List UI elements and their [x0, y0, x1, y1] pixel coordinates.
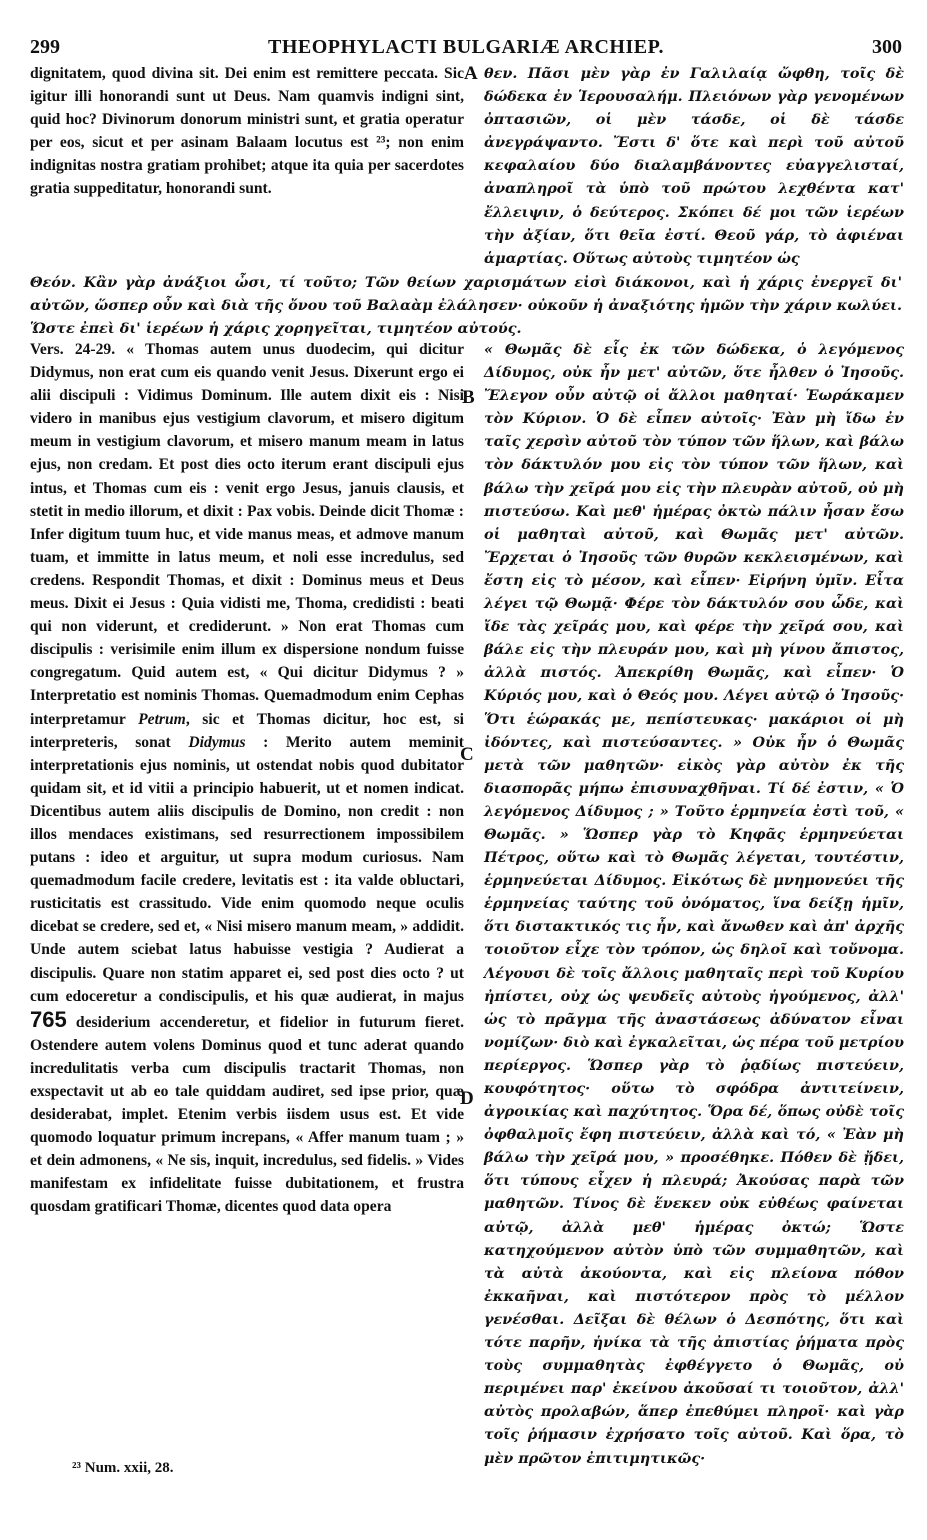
footnote: ²³ Num. xxii, 28. [72, 1460, 174, 1476]
latin-paragraph-bottom [30, 338, 464, 1219]
latin-emph-didymus: Didymus [188, 733, 246, 751]
latin-column-top [30, 62, 464, 201]
greek-column-top [484, 62, 904, 270]
greek-column-bottom [484, 338, 904, 1470]
margin-marker-c: C [460, 744, 474, 765]
latin-column-bottom [30, 338, 464, 1219]
greek-text-1: « Θωμᾶς δὲ εἷς ἐκ τῶν δώδεκα, ὁ λεγόμενος Δίδυμος, οὐκ ἦν μετ' αὐτῶν, ὅτε ἦλθεν ὁ Ἰησοῦς. Ἔλεγον οὖν αὐτῷ οἱ ἄλλοι μαθηταί· Ἑωράκαμεν τὸν Κύριον. Ὁ δὲ εἶπεν αὐτοῖς· Ἐὰν μὴ ἴδω ἐν ταῖς χερσὶν αὐτοῦ τὸν τύπον τῶν ἥλων, καὶ βάλω τὸν δάκτυλόν μου εἰς τὸν τύπον τῶν ἥλων, καὶ βάλω τὴν χεῖρά μου εἰς τὴν πλευρὰν αὐτοῦ, οὐ μὴ πιστεύσω. Καὶ μεθ' ἡμέρας ὀκτὼ πάλιν ἦσαν ἔσω οἱ μαθηταὶ αὐτοῦ, καὶ Θωμᾶς μετ' αὐτῶν. Ἔρχεται ὁ Ἰησοῦς τῶν θυρῶν κεκλεισμένων, καὶ ἔστη εἰς τὸ μέσον, καὶ εἶπεν· Εἰρήνη ὑμῖν. Εἶτα λέγει τῷ Θωμᾷ· Φέρε τὸν δάκτυλόν σου ὧδε, καὶ ἴδε τὰς χεῖράς μου, καὶ φέρε τὴν χεῖρά σου, καὶ βάλε εἰς τὴν πλευράν μου, καὶ μὴ γίνου ἄπιστος, ἀλλὰ πιστός. Ἀπεκρίθη Θωμᾶς, καὶ εἶπεν· Ὁ Κύριός μου, καὶ ὁ Θεός μου. Λέγει αὐτῷ ὁ Ἰησοῦς· Ὅτι ἑώρακάς με, πεπίστευκας· μακάριοι οἱ μὴ ἰδόντες, καὶ πιστεύσαντες. » Οὐκ ἦν ὁ Θωμᾶς μετὰ τῶν μαθητῶν· εἰκὸς γὰρ αὐτὸν ἐκ τῆς διασπορᾶς μήπω ἐπισυναχθῆναι. Τί δέ ἐστιν, « Ὁ λεγόμενος Δίδυμος ; » Τοῦτο ἑρμηνεία ἐστὶ τοῦ, « Θωμᾶς. » Ὥσπερ γὰρ τὸ Κηφᾶς ἑρμηνεύεται [484, 341, 904, 843]
latin-paragraph-top: dignitatem, quod divina sit. Dei enim est remittere peccata. Sic igitur illi honorandi sunt ut Deus. Nam quamvis indigni sint, quid hoc? Divinorum donorum ministri sunt, et gratia operatur per eos, sicut et per asinam Balaam locutus est ²³; non enim indignitas nostra gratiam prohibet; atque ita quia per sacerdotes gratia suppeditatur, honorandi sunt. [30, 65, 464, 198]
greek-emph-petros: Πέτρος [484, 849, 544, 867]
latin-text-3: : Merito autem meminit interpretationis ejus nominis, ut ostendat nobis quod dubitator quidam sit, et id vitii a principio habuerit, ut et nomen indicat. Dicentibus autem aliis discipulis de Domino, non credit : non illos mendaces existimans, sed resurrectionem impossibilem putans : ideo et arguitur, ut supra modum curiosus. Nam quemadmodum facile credere, levitatis est : ita valde obluctari, rusticitatis est crassitudo. Vide enim quomodo neque oculis dicebat se credere, sed et, « Nisi misero manum meam, » addidit. Unde autem sciebat latus habuisse vestigia ? Audierat a discipulis. Quare non statim apparet ei, sed post dies octo ? ut cum edoceretur a condiscipulis, et his quæ audierat, in majus [30, 733, 464, 1005]
running-header [30, 36, 902, 64]
page-number-right: 300 [872, 36, 902, 58]
greek-emph-didymos: Δίδυμος [594, 872, 662, 890]
page-title: THEOPHYLACTI BULGARIÆ ARCHIEP. [268, 36, 664, 58]
latin-text-4: desiderium accenderetur, et fidelior in futurum fieret. Ostendere autem volens Dominus quod et tunc aderat quando incredulitatis verba cum discipulis tractarit Thomas, non exspectavit ut ab eo tale quiddam audiret, sed ipse prior, quæ desiderabat, implet. Etenim verbis iisdem usus est. Et vide quomodo loquatur primum increpans, « Affer manum tuam ; » et dein admonens, « Ne sis, inquit, incredulus, sed fidelis. » Vides manifestam ex infidelitate fuisse dubitationem, et frustra quosdam gratificari Thomæ, dicentes quod data opera [30, 1013, 464, 1216]
latin-emph-petrum: Petrum [138, 710, 186, 728]
greek-paragraph-top: θεν. Πᾶσι μὲν γὰρ ἐν Γαλιλαίᾳ ὤφθη, τοῖς δὲ δώδεκα ἐν Ἱερουσαλήμ. Πλειόνων γὰρ γενομένων ὀπτασιῶν, οἱ μὲν τάσδε, οἱ δὲ τάσδε ἀνεγράψαντο. Ἔστι δ' ὅτε καὶ περὶ τοῦ αὐτοῦ κεφαλαίου δύο διαλαμβάνοντες εὐαγγελισταί, ἀναπληροῖ τὰ ὑπὸ τοῦ πρώτου λεχθέντα κατ' ἔλλειψιν, ὁ δεύτερος. Σκόπει δέ μοι τῶν ἱερέων τὴν ἀξίαν, ὅτι θεῖα ἐστί. Θεοῦ γάρ, τὸ ἀφιέναι ἁμαρτίας. Οὕτως αὐτοὺς τιμητέον ὡς [484, 65, 904, 267]
margin-marker-a: A [464, 63, 478, 84]
greek-wide-text: Θεόν. Κἂν γὰρ ἀνάξιοι ὦσι, τί τοῦτο; Τῶν θείων χαρισμάτων εἰσὶ διάκονοι, καὶ ἡ χάρις ἐνεργεῖ δι' αὐτῶν, ὥσπερ οὖν καὶ διὰ τῆς ὄνου τοῦ Βαλαὰμ ἐλάλησεν· οὐκοῦν ἡ ἀναξιότης ἡμῶν τὴν χάριν κωλύει. Ὥστε ἐπεὶ δι' ἱερέων ἡ χάρις χορηγεῖται, τιμητέον αὐτούς. [30, 274, 902, 338]
greek-wide-paragraph [30, 271, 902, 340]
column-number-765: 765 [30, 1006, 67, 1032]
latin-text-2: , sic et Thomas dicitur, hoc est, si interpreteris, sonat [30, 710, 465, 751]
greek-text-2: , οὕτω καὶ τὸ Θωμᾶς λέγεται, τουτέστιν, ἑρμηνεύεται [484, 849, 904, 890]
latin-text-1: Vers. 24-29. « Thomas autem unus duodecim, qui dicitur Didymus, non erat cum eis quando venit Jesus. Dixerunt ergo ei alii discipuli : Vidimus Dominum. Ille autem dixit eis : Nisi videro in manibus ejus vestigium clavorum, et misero digitum meum in vestigium clavorum, et misero manum meam in latus ejus, non credam. Et post dies octo iterum erant discipuli ejus intus, et Thomas cum eis : venit ergo Jesus, januis clausis, et stetit in medio illorum, et dixit : Pax vobis. Deinde dicit Thomæ : Infer digitum tuum huc, et vide manus meas, et admove manum tuam, et immitte in latus meum, et noli esse incredulus, sed credens. Respondit Thomas, et dixit : Dominus meus et Deus meus. Dixit ei Jesus : Quia vidisti me, Thoma, credidisti : beati qui non viderunt, et crediderunt. » Non erat Thomas cum discipulis : verisimile enim illum ex dispersione nondum fuisse congregatum. Quid autem est, « Qui dicitur Didymus ? » Interpretatio est nominis Thomas. Quemadmodum enim Cephas interpretamur [30, 341, 464, 728]
greek-paragraph-bottom [484, 338, 904, 1470]
greek-text-3: . Εἰκότως δὲ μνημονεύει τῆς ἑρμηνείας ταύτης τοῦ ὀνόματος, ἵνα δείξῃ ἡμῖν, ὅτι διστακτικός τις ἦν, καὶ ἄνωθεν καὶ ἀπ' ἀρχῆς τοιοῦτον εἶχε τὸν τρόπον, ὡς δηλοῖ καὶ τοὔνομα. Λέγουσι δὲ τοῖς ἄλλοις μαθηταῖς περὶ τοῦ Κυρίου ἠπίστει, οὐχ ὡς ψευδεῖς αὐτοὺς ἡγούμενος, ἀλλ' ὡς τὸ πρᾶγμα τῆς ἀναστάσεως ἀδύνατον εἶναι νομίζων· διὸ καὶ ἐγκαλεῖται, ὡς πέρα τοῦ μετρίου περίεργος. Ὥσπερ γὰρ τὸ ῥᾳδίως πιστεύειν, κουφότητος· οὕτω τὸ σφόδρα ἀντιτείνειν, ἀγροικίας καὶ παχύτητος. Ὅρα δέ, ὅπως οὐδὲ τοῖς ὀφθαλμοῖς ἔφη πιστεύειν, ἀλλὰ καὶ τό, « Ἐὰν μὴ βάλω τὴν χεῖρά μου, » προσέθηκε. Πόθεν δὲ ᾔδει, ὅτι τύπους εἶχεν ἡ πλευρά; Ἀκούσας παρὰ τῶν μαθητῶν. Τίνος δὲ ἕνεκεν οὐκ εὐθέως φαίνεται αὐτῷ, ἀλλὰ μεθ' ἡμέρας ὀκτώ; Ὥστε κατηχούμενον αὐτὸν ὑπὸ τῶν συμμαθητῶν, καὶ τὰ αὐτὰ ἀκούοντα, καὶ εἰς πλείονα πόθον ἐκκαῆναι, καὶ πιστότερον πρὸς τὸ μέλλον γενέσθαι. Δεῖξαι δὲ θέλων ὁ Δεσπότης, ὅτι καὶ τότε παρῆν, ἡνίκα τὰ τῆς ἀπιστίας ῥήματα πρὸς τοὺς συμμαθητὰς ἐφθέγγετο ὁ Θωμᾶς, οὐ περιμένει παρ' ἐκείνου ἀκοῦσαί τι τοιοῦτον, ἀλλ' αὐτὸς προλαβών, ἅπερ ἐπεθύμει πληροῖ· καὶ γὰρ τοῖς ῥήμασιν ἐχρήσατο τοῖς αὐτοῦ. Καὶ ὅρα, τὸ μὲν πρῶτον ἐπιτιμητικῶς· [484, 872, 904, 1467]
margin-marker-b: B [462, 387, 475, 408]
margin-marker-d: D [460, 1088, 474, 1109]
page-number-left: 299 [30, 36, 60, 58]
